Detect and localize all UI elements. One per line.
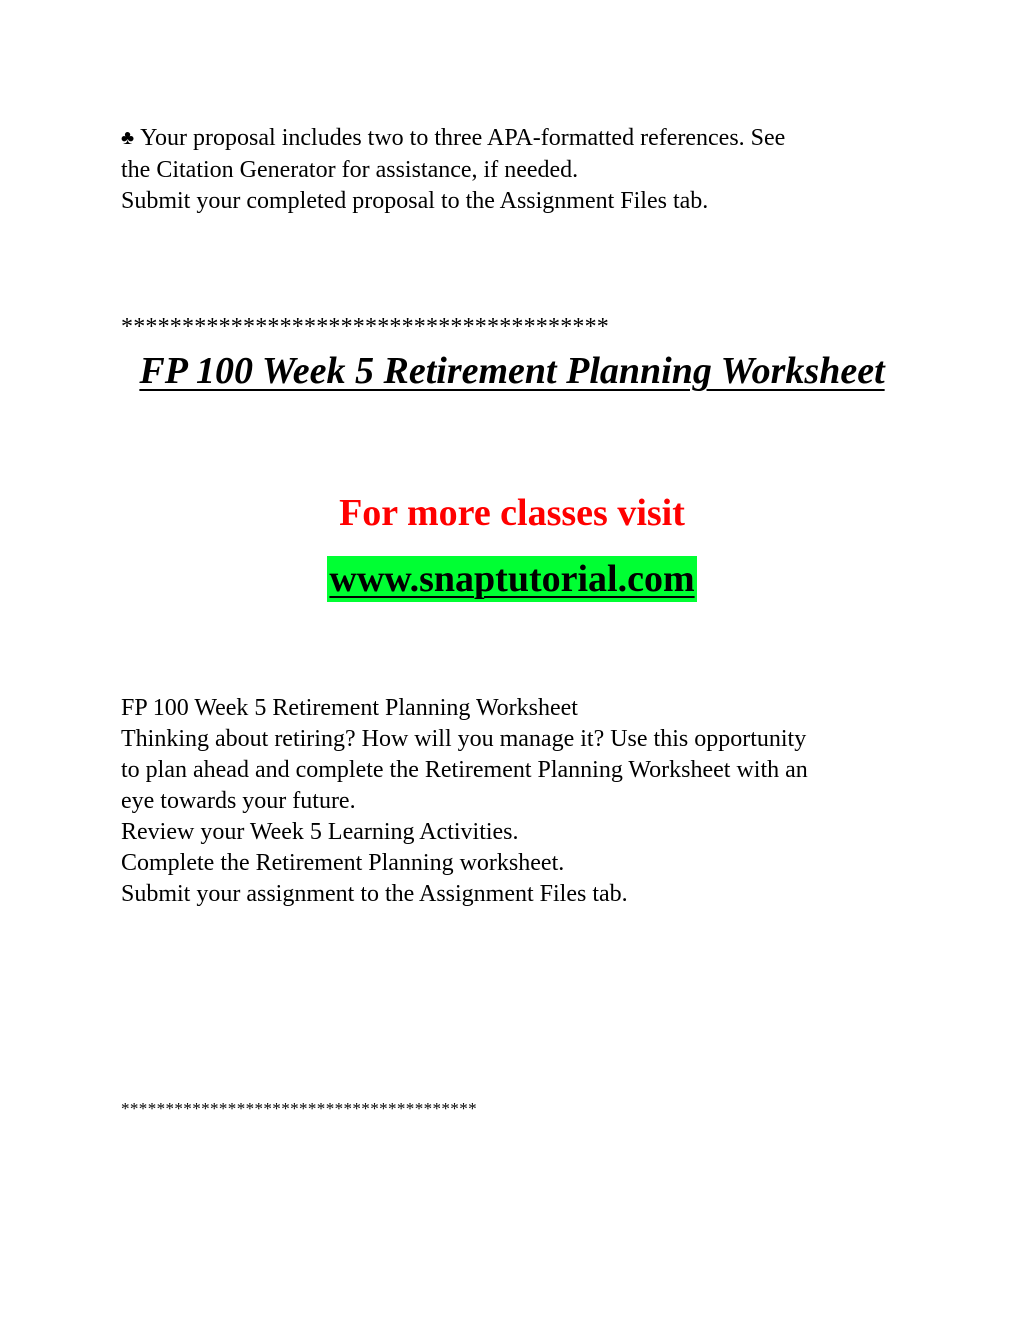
body-line: Review your Week 5 Learning Activities. bbox=[121, 819, 519, 845]
promo-text: For more classes visit bbox=[339, 492, 685, 534]
separator-top: **************************************** bbox=[121, 314, 609, 340]
body-paragraph bbox=[121, 693, 911, 910]
body-line: Complete the Retirement Planning worksheet. bbox=[121, 850, 565, 876]
promo-link-wrap bbox=[0, 556, 1024, 602]
separator-bottom: **************************************** bbox=[121, 1099, 477, 1118]
body-line: eye towards your future. bbox=[121, 788, 356, 814]
promo-link[interactable]: www.snaptutorial.com bbox=[329, 558, 695, 600]
club-bullet-icon: ♣ bbox=[121, 127, 135, 149]
body-line: FP 100 Week 5 Retirement Planning Worksheet bbox=[121, 695, 578, 721]
document-heading: FP 100 Week 5 Retirement Planning Worksheet bbox=[139, 350, 885, 392]
intro-line: the Citation Generator for assistance, if needed. bbox=[121, 157, 579, 183]
body-line: Thinking about retiring? How will you manage it? Use this opportunity bbox=[121, 726, 807, 752]
intro-line bbox=[121, 123, 911, 155]
intro-line: Submit your completed proposal to the Assignment Files tab. bbox=[121, 188, 709, 214]
intro-paragraph bbox=[121, 123, 911, 217]
body-line: Submit your assignment to the Assignment Files tab. bbox=[121, 881, 628, 907]
intro-line-text: Your proposal includes two to three APA-formatted references. See bbox=[140, 125, 786, 151]
body-line: to plan ahead and complete the Retirement Planning Worksheet with an bbox=[121, 757, 808, 783]
